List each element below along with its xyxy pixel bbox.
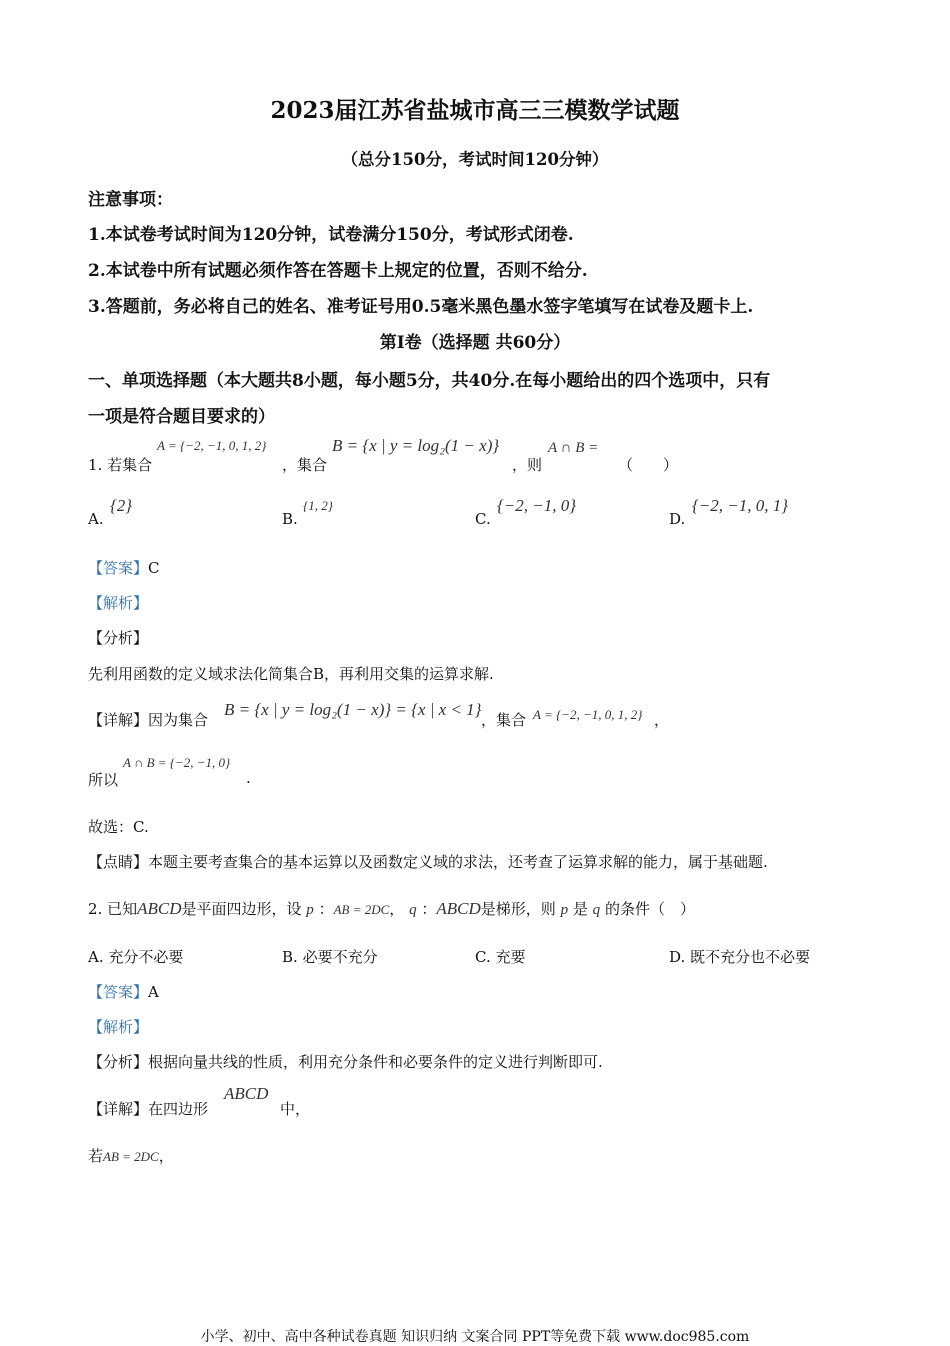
q2-q2: q xyxy=(592,902,601,918)
q1-option-a-label: A. xyxy=(88,510,104,528)
q2-colon: ： xyxy=(318,900,334,918)
q1-number: 1. 若集合 xyxy=(88,456,153,474)
q1-mid-text: ，集合 xyxy=(282,456,328,474)
q1-detail-tag: 【详解】 xyxy=(88,711,149,729)
q2-detail-end: 中， xyxy=(280,1100,311,1118)
q2-option-b-label: B. xyxy=(282,948,298,966)
note-item-1: 1.本试卷考试时间为120分钟，试卷满分150分，考试形式闭卷. xyxy=(88,225,574,245)
q2-ruo-math: AB = 2DC xyxy=(103,1149,159,1164)
q2-answer-tag: 【答案】 xyxy=(88,983,149,1001)
q2-abcd: ABCD xyxy=(137,899,182,918)
q2-text-1: 是平面四边形，设 xyxy=(181,900,302,918)
q2-answer-value: A xyxy=(148,983,159,1001)
q2-abcd2: ABCD xyxy=(436,899,481,918)
q2-analysis-tag: 【解析】 xyxy=(88,1018,149,1036)
q1-option-b-label: B. xyxy=(282,510,298,528)
q1-detail-math: B = {x | y = log₂(1 − x)} = {x | x < 1} xyxy=(224,700,482,719)
q1-detail-math2: A = {−2, −1, 0, 1, 2} xyxy=(533,707,643,722)
q2-detail xyxy=(88,1098,208,1119)
q1-suoyi-math: A ∩ B = {−2, −1, 0} xyxy=(123,755,231,770)
q1-detail xyxy=(88,709,208,730)
page-title: 2023届江苏省盐城市高三三模数学试题 xyxy=(270,97,680,124)
q2-p: p xyxy=(306,902,314,918)
q1-dianjing-text: 本题主要考查集合的基本运算以及函数定义域的求法，还考查了运算求解的能力，属于基础题. xyxy=(148,853,768,871)
q2-p2: p xyxy=(560,902,569,918)
q2-fenxi-text: 根据向量共线的性质，利用充分条件和必要条件的定义进行判断即可. xyxy=(148,1053,603,1071)
q1-then-text: ，则 xyxy=(512,456,543,474)
q2-pre: 2. 已知 xyxy=(88,900,138,918)
q1-stem xyxy=(88,454,152,475)
q2-cond-p: AB = 2DC xyxy=(333,902,390,917)
section-title: 第I卷（选择题 共60分） xyxy=(379,333,571,353)
part1-heading-line1: 一、单项选择题（本大题共8小题，每小题5分，共40分.在每小题给出的四个选项中，只有 xyxy=(88,371,771,391)
q1-answer-value: C xyxy=(148,559,160,577)
q2-option-c xyxy=(475,946,526,967)
q2-fenxi-tag: 【分析】 xyxy=(88,1053,149,1071)
q2-option-c-value: 充要 xyxy=(495,948,526,966)
q2-ruo-label: 若 xyxy=(88,1147,104,1165)
q2-colon2: ： xyxy=(421,900,437,918)
q1-fenxi-text: 先利用函数的定义域求法化简集合B，再利用交集的运算求解. xyxy=(88,665,494,683)
q2-option-d-value: 既不充分也不必要 xyxy=(690,948,811,966)
q1-detail-pre: 因为集合 xyxy=(148,711,209,729)
q2-q: q xyxy=(409,902,417,918)
q1-paren: （ ） xyxy=(618,456,679,474)
q1-dianjing xyxy=(88,851,768,872)
q1-guxuan-value: C. xyxy=(133,818,149,836)
page-subtitle: （总分150分，考试时间120分钟） xyxy=(341,150,609,169)
q2-stem xyxy=(88,898,695,919)
q2-detail-tag: 【详解】 xyxy=(88,1100,149,1118)
q2-text-2: 是梯形，则 xyxy=(480,900,556,918)
q1-option-d-label: D. xyxy=(669,510,686,528)
q2-answer xyxy=(88,981,159,1002)
q1-option-c-value: {−2, −1, 0} xyxy=(497,496,577,515)
q1-expression: A ∩ B = xyxy=(548,440,599,456)
q1-suoyi: 所以 xyxy=(88,771,119,789)
q2-ruo-end: ， xyxy=(158,1147,174,1165)
q1-fenxi-tag: 【分析】 xyxy=(88,629,149,647)
q1-detail-mid: ，集合 xyxy=(481,711,527,729)
note-item-3: 3.答题前，务必将自己的姓名、准考证号用0.5毫米黑色墨水签字笔填写在试卷及题卡上. xyxy=(88,297,754,317)
q2-text-4: 的条件（ ） xyxy=(604,900,695,918)
q1-set-b: B = {x | y = log₂(1 − x)} xyxy=(332,436,500,455)
q2-ruo xyxy=(88,1145,174,1166)
q1-option-a-value: {2} xyxy=(110,496,133,515)
q1-dianjing-tag: 【点睛】 xyxy=(88,853,149,871)
part1-heading-line2: 一项是符合题目要求的） xyxy=(88,407,275,427)
q1-suoyi-period: . xyxy=(246,769,251,787)
q1-option-d-value: {−2, −1, 0, 1} xyxy=(692,496,789,515)
q1-option-c-label: C. xyxy=(475,510,491,528)
q2-option-b-value: 必要不充分 xyxy=(302,948,378,966)
q2-detail-pre: 在四边形 xyxy=(148,1100,209,1118)
q2-option-d xyxy=(669,946,810,967)
q1-detail-end: ， xyxy=(654,711,670,729)
q1-set-a: A = {−2, −1, 0, 1, 2} xyxy=(157,438,267,453)
q1-analysis-tag: 【解析】 xyxy=(88,594,149,612)
note-item-2: 2.本试卷中所有试题必须作答在答题卡上规定的位置，否则不给分. xyxy=(88,261,588,281)
q1-guxuan-label: 故选： xyxy=(88,818,134,836)
q2-option-a xyxy=(88,946,183,967)
q1-option-b-value: {1, 2} xyxy=(303,498,333,513)
q1-answer xyxy=(88,557,160,578)
q2-comma: ， xyxy=(389,900,405,918)
q2-option-d-label: D. xyxy=(669,948,686,966)
notes-heading: 注意事项： xyxy=(88,190,173,210)
q2-option-a-label: A. xyxy=(88,948,104,966)
q2-text-3: 是 xyxy=(572,900,588,918)
q2-fenxi xyxy=(88,1051,603,1072)
q2-option-c-label: C. xyxy=(475,948,491,966)
page-footer: 小学、初中、高中各种试卷真题 知识归纳 文案合同 PPT等免费下载 www.doc985.com xyxy=(200,1329,750,1345)
q1-answer-tag: 【答案】 xyxy=(88,559,149,577)
q1-guxuan xyxy=(88,816,149,837)
q2-option-b xyxy=(282,946,378,967)
q2-detail-math: ABCD xyxy=(224,1084,269,1103)
q2-option-a-value: 充分不必要 xyxy=(108,948,184,966)
